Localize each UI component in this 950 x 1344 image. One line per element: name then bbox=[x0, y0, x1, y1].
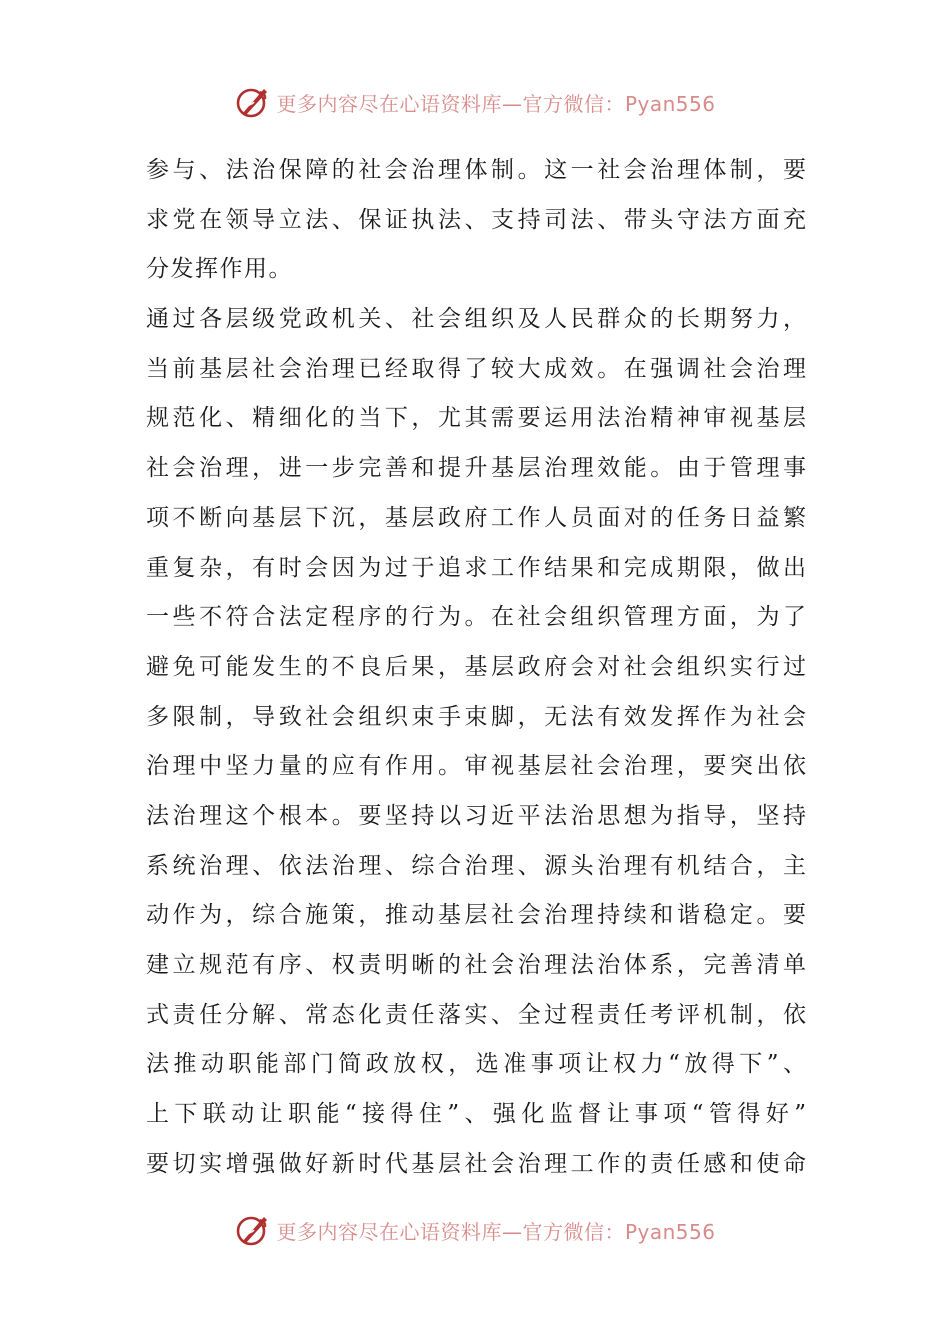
footer-watermark-banner bbox=[0, 1210, 950, 1250]
text-line: 社会治理，进一步完善和提升基层治理效能。由于管理事 bbox=[146, 455, 806, 482]
text-line: 系统治理、依法治理、综合治理、源头治理有机结合，主 bbox=[146, 852, 806, 879]
text-line: 重复杂，有时会因为过于追求工作结果和完成期限，做出 bbox=[146, 554, 806, 581]
quill-logo-icon bbox=[234, 1212, 270, 1248]
text-line: 当前基层社会治理已经取得了较大成效。在强调社会治理 bbox=[146, 355, 806, 382]
quill-logo-icon bbox=[234, 84, 270, 120]
text-line: 上下联动让职能“接得住”、强化监督让事项“管得好” bbox=[146, 1101, 806, 1128]
text-line: 要切实增强做好新时代基层社会治理工作的责任感和使命 bbox=[146, 1150, 806, 1177]
text-line: 分发挥作用。 bbox=[146, 256, 293, 283]
document-body bbox=[146, 146, 806, 1189]
text-line: 参与、法治保障的社会治理体制。这一社会治理体制，要 bbox=[146, 157, 806, 183]
text-line: 建立规范有序、权责明晰的社会治理法治体系，完善清单 bbox=[146, 952, 806, 978]
text-line: 规范化、精细化的当下，尤其需要运用法治精神审视基层 bbox=[146, 405, 806, 432]
text-line: 求党在领导立法、保证执法、支持司法、带头守法方面充 bbox=[146, 206, 806, 233]
text-line: 式责任分解、常态化责任落实、全过程责任考评机制，依 bbox=[146, 1001, 806, 1028]
text-line: 法推动职能部门简政放权，选准事项让权力“放得下”、 bbox=[146, 1051, 806, 1078]
header-watermark-banner bbox=[0, 82, 950, 122]
footer-watermark-text: 更多内容尽在心语资料库—官方微信：Pyan556 bbox=[276, 1219, 716, 1244]
text-line: 通过各层级党政机关、社会组织及人民群众的长期努力， bbox=[146, 306, 806, 333]
text-line: 一些不符合法定程序的行为。在社会组织管理方面，为了 bbox=[146, 604, 806, 631]
text-line: 治理中坚力量的应有作用。审视基层社会治理，要突出依 bbox=[146, 753, 806, 780]
text-line: 法治理这个根本。要坚持以习近平法治思想为指导，坚持 bbox=[146, 802, 806, 829]
text-line: 多限制，导致社会组织束手束脚，无法有效发挥作为社会 bbox=[146, 703, 806, 730]
text-line: 项不断向基层下沉，基层政府工作人员面对的任务日益繁 bbox=[146, 504, 806, 531]
header-watermark-text: 更多内容尽在心语资料库—官方微信：Pyan556 bbox=[276, 91, 716, 116]
text-line: 动作为，综合施策，推动基层社会治理持续和谐稳定。要 bbox=[146, 902, 806, 929]
text-line: 避免可能发生的不良后果，基层政府会对社会组织实行过 bbox=[146, 653, 806, 680]
